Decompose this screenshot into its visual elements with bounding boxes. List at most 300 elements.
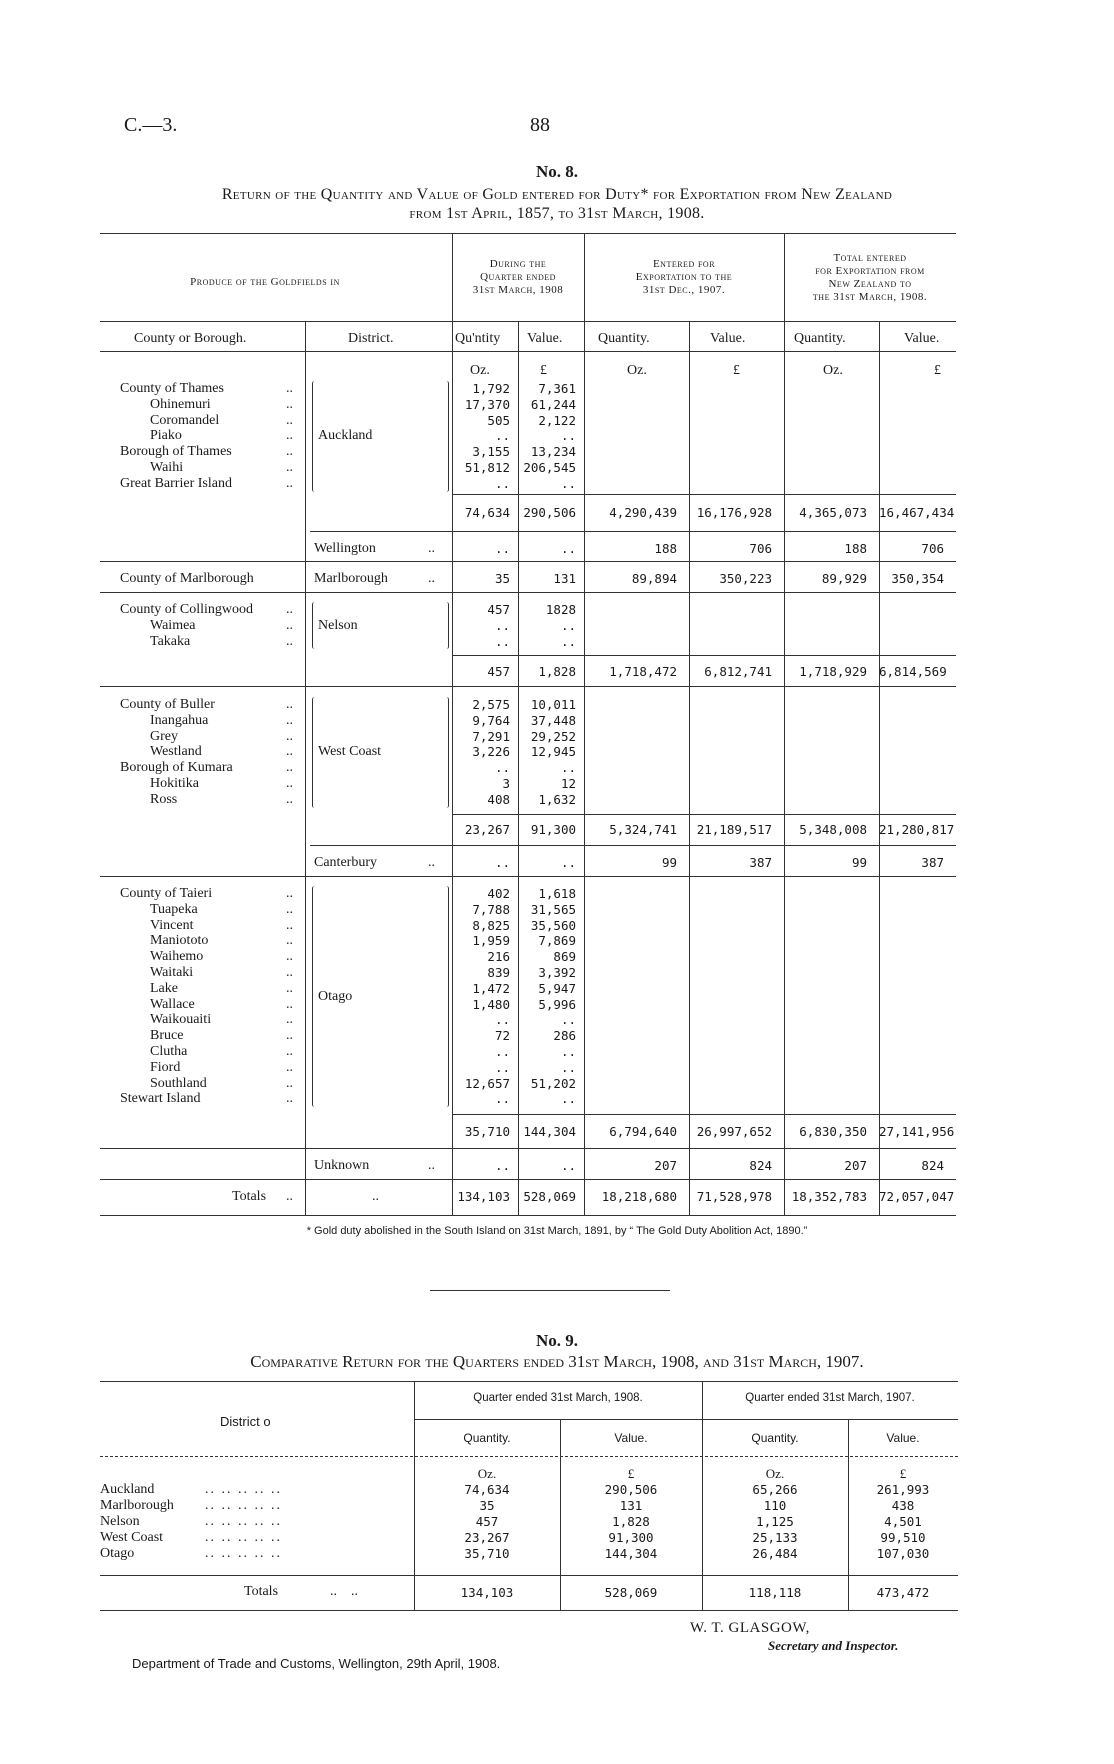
col-quantity: Quantity.: [794, 331, 846, 346]
table9-number: No. 9.: [535, 1331, 579, 1350]
leader-dots: ..: [286, 1012, 293, 1028]
rule: [100, 686, 956, 687]
quarter-qty: 1,792: [472, 381, 510, 396]
signature-name: W. T. GLASGOW,: [690, 1620, 810, 1636]
leader-dots: .. .. .. .. ..: [205, 1482, 282, 1497]
rule: [452, 1114, 956, 1115]
rule: [100, 876, 956, 877]
subtotal-cell: 207: [844, 1158, 867, 1173]
rule: [100, 561, 956, 562]
subtotal-cell: 4,290,439: [609, 505, 677, 520]
leader-dots: ..: [286, 949, 293, 965]
quarter-val: ..: [560, 1091, 576, 1107]
table9-title: Comparative Return for the Quarters ended 31st March, 1908, and 31st March, 1907.: [250, 1352, 864, 1371]
quarter-val: 51,202: [530, 1075, 576, 1091]
leader-dots: ..: [286, 996, 293, 1012]
rule: [879, 321, 880, 1215]
subtotal-cell: 188: [654, 541, 677, 556]
rule: [305, 321, 306, 1215]
quarter-qty: 839: [487, 965, 510, 980]
col-value: Value.: [904, 331, 940, 346]
leader-dots: ..: [286, 381, 293, 396]
t9-total-q07: 118,118: [748, 1585, 802, 1600]
table8-number: No. 8.: [535, 162, 579, 181]
quarter-val: 29,252: [530, 728, 576, 744]
subtotal-qty: 457: [487, 664, 510, 679]
t9-q08: 23,267: [464, 1530, 510, 1545]
t9-district: Auckland: [100, 1482, 155, 1497]
t9-v07: 261,993: [876, 1482, 930, 1497]
rule: [100, 1381, 958, 1382]
unit-pound: £: [540, 363, 547, 378]
subtotal-cell: 21,280,817: [879, 822, 955, 837]
subtotal-cell: 99: [851, 855, 867, 870]
subtotal-qty: 35,710: [464, 1124, 510, 1139]
quarter-val: 286: [553, 1028, 576, 1044]
t9-v07: 438: [891, 1498, 915, 1513]
leader-dots: ..: [286, 901, 293, 917]
subtotal-cell: 5,324,741: [609, 822, 677, 837]
quarter-qty: 7,291: [472, 728, 510, 744]
quarter-qty: 3,155: [472, 444, 510, 460]
quarter-val: ..: [560, 760, 576, 776]
subtotal-cell: 26,997,652: [696, 1124, 772, 1139]
quarter-val: 13,234: [530, 444, 576, 460]
district-name: Marlborough: [314, 571, 388, 586]
t9-district: Otago: [100, 1546, 135, 1561]
subtotal-cell: 6,812,741: [704, 664, 772, 679]
leader-dots: .. .. .. .. ..: [205, 1498, 282, 1513]
t9-v07: 4,501: [884, 1514, 922, 1529]
county-name: Stewart Island: [120, 1091, 201, 1107]
leader-dots: ..: [286, 412, 293, 428]
leader-dots: ..: [428, 541, 435, 556]
subtotal-cell: 16,467,434: [879, 505, 955, 520]
quarter-val: ..: [560, 1059, 576, 1075]
subtotal-cell: 71,528,978: [696, 1189, 772, 1204]
rule: [310, 531, 956, 532]
t9-v08: 144,304: [604, 1546, 658, 1561]
page-number: 88: [530, 114, 550, 136]
subtotal-cell: 99: [661, 855, 677, 870]
quarter-qty: 3,226: [472, 744, 510, 760]
subtotal-qty: ..: [494, 541, 510, 556]
quarter-qty: 2,575: [472, 697, 510, 712]
subtotal-cell: 6,830,350: [799, 1124, 867, 1139]
bracket: [444, 381, 449, 492]
subtotal-cell: 387: [921, 855, 944, 870]
county-name: Grey: [150, 728, 178, 744]
subtotal-val: ..: [560, 1158, 576, 1173]
leader-dots: ..: [286, 933, 293, 949]
unit-pound: £: [934, 363, 941, 378]
rule: [100, 233, 956, 234]
quarter-qty: ..: [494, 617, 510, 633]
t9-col-quantity: Quantity.: [751, 1431, 799, 1445]
county-name: Vincent: [150, 917, 194, 933]
leader-dots: .. .. .. .. ..: [205, 1530, 282, 1545]
t9-col-value: Value.: [886, 1431, 920, 1445]
bracket: [444, 697, 449, 808]
county-name: Borough of Thames: [120, 444, 232, 460]
quarter-val: 61,244: [530, 396, 576, 412]
head-quarter: During the Quarter ended 31st March, 1908: [472, 258, 564, 296]
district-name: Nelson: [318, 617, 358, 633]
county-name: Wallace: [150, 996, 195, 1012]
district-name: West Coast: [318, 744, 382, 760]
subtotal-val: 91,300: [530, 822, 576, 837]
t9-v07: 107,030: [876, 1546, 930, 1561]
subtotal-cell: 824: [921, 1158, 944, 1173]
leader-dots: ..: [286, 460, 293, 475]
leader-dots: ..: [286, 728, 293, 744]
subtotal-qty: 23,267: [464, 822, 510, 837]
t9-q07: 25,133: [752, 1530, 798, 1545]
quarter-qty: 1,959: [472, 933, 510, 949]
t9-v08: 91,300: [608, 1530, 654, 1545]
county-name: County of Thames: [120, 381, 224, 396]
subtotal-qty: ..: [494, 1158, 510, 1173]
col-qty: Qu'ntity: [455, 331, 501, 346]
quarter-val: ..: [560, 617, 576, 633]
t9-head-1907: Quarter ended 31st March, 1907.: [745, 1392, 915, 1404]
table8-title-line2: from 1st April, 1857, to 31st March, 1908.: [409, 205, 705, 222]
leader-dots: ..: [286, 1028, 293, 1044]
t9-district: Marlborough: [100, 1498, 174, 1513]
t9-v08: 1,828: [612, 1514, 650, 1529]
county-name: Waihi: [150, 460, 184, 475]
subtotal-val: 528,069: [523, 1189, 576, 1204]
rule: [100, 1575, 958, 1576]
bracket: [312, 602, 317, 649]
quarter-val: 37,448: [530, 712, 576, 728]
quarter-qty: 505: [487, 412, 510, 428]
t9-v07: 99,510: [880, 1530, 926, 1545]
quarter-qty: ..: [494, 760, 510, 776]
bracket: [444, 602, 449, 649]
quarter-val: 10,011: [530, 697, 576, 712]
quarter-val: 31,565: [530, 901, 576, 917]
quarter-qty: 3: [502, 776, 510, 791]
head-entered: Entered for Exportation to the 31st Dec., 1907.: [635, 258, 733, 296]
quarter-val: 1,618: [538, 886, 576, 901]
subtotal-val: 131: [553, 571, 576, 586]
subtotal-val: 144,304: [523, 1124, 576, 1139]
district-name: Canterbury: [314, 855, 377, 870]
quarter-qty: 72: [494, 1028, 510, 1044]
t9-total-v08: 528,069: [604, 1585, 658, 1600]
rule: [452, 494, 956, 495]
t9-unit-pound: £: [899, 1466, 907, 1481]
subtotal-cell: 350,354: [891, 571, 944, 586]
page-code: C.—3.: [124, 114, 178, 136]
county-name: Takaka: [150, 633, 191, 649]
rule: [100, 321, 956, 322]
county-name: Clutha: [150, 1044, 188, 1059]
quarter-qty: 9,764: [472, 712, 510, 728]
t9-unit-oz: Oz.: [477, 1466, 497, 1481]
quarter-val: 7,361: [538, 381, 576, 396]
quarter-qty: 8,825: [472, 917, 510, 933]
quarter-val: 1,632: [538, 791, 576, 807]
t9-district: West Coast: [100, 1530, 164, 1545]
district-name: Unknown: [314, 1158, 370, 1173]
rule: [584, 233, 585, 1215]
quarter-qty: 216: [487, 949, 510, 965]
quarter-qty: 457: [487, 602, 510, 617]
unit-oz: Oz.: [627, 363, 647, 378]
leader-dots: .. .. .. .. ..: [205, 1514, 282, 1529]
subtotal-qty: 134,103: [457, 1189, 510, 1204]
unit-oz: Oz.: [823, 363, 843, 378]
subtotal-cell: 4,365,073: [799, 505, 867, 520]
subtotal-cell: 18,352,783: [791, 1189, 867, 1204]
quarter-val: 5,947: [538, 980, 576, 996]
quarter-val: 869: [553, 949, 576, 965]
leader-dots: ..: [286, 886, 293, 901]
leader-dots: ..: [286, 1044, 293, 1059]
unit-oz: Oz.: [470, 363, 490, 378]
quarter-val: 5,996: [538, 996, 576, 1012]
dateline: Department of Trade and Customs, Wellington, 29th April, 1908.: [132, 1656, 501, 1671]
leader-dots: ..: [428, 855, 435, 870]
quarter-val: 1828: [545, 602, 576, 617]
t9-district: Nelson: [100, 1514, 140, 1529]
subtotal-val: 290,506: [523, 505, 576, 520]
leader-dots: ..: [286, 396, 293, 412]
quarter-qty: 1,472: [472, 980, 510, 996]
leader-dots: .. .. .. .. ..: [205, 1546, 282, 1561]
quarter-val: ..: [560, 475, 576, 491]
leader-dots: ..: [286, 444, 293, 460]
subtotal-cell: 1,718,472: [609, 664, 677, 679]
leader-dots: ..: [286, 760, 293, 776]
t9-head-1908: Quarter ended 31st March, 1908.: [473, 1392, 643, 1404]
subtotal-qty: 35: [494, 571, 510, 586]
subtotal-cell: 706: [749, 541, 772, 556]
t9-totals-label: Totals: [244, 1584, 279, 1599]
subtotal-cell: 6,794,640: [609, 1124, 677, 1139]
county-name: Tuapeka: [150, 901, 198, 917]
quarter-val: ..: [560, 1044, 576, 1059]
head-total: Total entered for Exportation from New Zealand to the 31st March, 1908.: [812, 252, 928, 303]
quarter-val: 206,545: [523, 460, 576, 475]
quarter-val: ..: [560, 633, 576, 649]
leader-dots: .. ..: [330, 1584, 358, 1599]
rule: [414, 1419, 958, 1420]
col-value: Value.: [527, 331, 563, 346]
subtotal-cell: 27,141,956: [879, 1124, 955, 1139]
county-name: Ross: [150, 791, 178, 807]
quarter-qty: 402: [487, 886, 510, 901]
leader-dots: ..: [286, 712, 293, 728]
county-name: Waimea: [150, 617, 196, 633]
subtotal-cell: 387: [749, 855, 772, 870]
separator: [430, 1290, 670, 1291]
signature-title: Secretary and Inspector.: [768, 1638, 899, 1653]
t9-v08: 290,506: [604, 1482, 658, 1497]
leader-dots: ..: [286, 980, 293, 996]
rule: [310, 845, 956, 846]
quarter-qty: ..: [494, 633, 510, 649]
subtotal-cell: 18,218,680: [601, 1189, 677, 1204]
t9-q07: 26,484: [752, 1546, 798, 1561]
rule: [100, 592, 956, 593]
table8-title-line1: Return of the Quantity and Value of Gold entered for Duty* for Exportation from New Zealand: [221, 186, 893, 203]
quarter-val: 3,392: [538, 965, 576, 980]
bracket: [312, 697, 317, 808]
leader-dots: ..: [286, 791, 293, 807]
county-name: County of Taieri: [120, 886, 213, 901]
leader-dots: ..: [286, 428, 293, 444]
subtotal-qty: 74,634: [464, 505, 510, 520]
t9-q07: 1,125: [756, 1514, 794, 1529]
rule: [452, 655, 956, 656]
subtotal-cell: 706: [921, 541, 944, 556]
quarter-val: 35,560: [530, 917, 576, 933]
t9-total-q08: 134,103: [460, 1585, 514, 1600]
county-name: Great Barrier Island: [120, 475, 232, 491]
rule: [100, 351, 956, 352]
subtotal-cell: 72,057,047: [879, 1189, 955, 1204]
quarter-qty: ..: [494, 1059, 510, 1075]
quarter-qty: 17,370: [464, 396, 510, 412]
leader-dots: ..: [286, 633, 293, 649]
leader-dots: ..: [286, 1075, 293, 1091]
rule: [452, 814, 956, 815]
county-name: Maniototo: [150, 933, 209, 949]
quarter-val: ..: [560, 1012, 576, 1028]
quarter-qty: ..: [494, 428, 510, 444]
leader-dots: ..: [286, 776, 293, 791]
t9-unit-oz: Oz.: [765, 1466, 785, 1481]
leader-dots: ..: [372, 1189, 379, 1204]
county-name: Fiord: [150, 1059, 181, 1075]
quarter-qty: ..: [494, 1012, 510, 1028]
county-name: Coromandel: [150, 412, 220, 428]
rule: [100, 1610, 958, 1611]
county-name: County of Marlborough: [120, 571, 254, 586]
rule: [784, 233, 785, 1215]
subtotal-cell: 207: [654, 1158, 677, 1173]
county-name: County of Buller: [120, 697, 215, 712]
leader-dots: ..: [428, 571, 435, 586]
leader-dots: ..: [286, 475, 293, 491]
subtotal-val: 1,828: [538, 664, 576, 679]
t9-unit-pound: £: [627, 1466, 635, 1481]
quarter-val: 12: [560, 776, 576, 791]
quarter-val: ..: [560, 428, 576, 444]
col-county: County or Borough.: [134, 331, 247, 346]
subtotal-val: ..: [560, 541, 576, 556]
leader-dots: ..: [286, 1091, 293, 1107]
quarter-qty: 1,480: [472, 996, 510, 1012]
county-name: Bruce: [150, 1028, 184, 1044]
t9-head-district: District o: [220, 1414, 271, 1429]
rule: [100, 1179, 956, 1180]
leader-dots: ..: [286, 602, 293, 617]
leader-dots: ..: [286, 617, 293, 633]
bracket: [312, 886, 317, 1107]
col-value: Value.: [710, 331, 746, 346]
quarter-qty: 408: [487, 791, 510, 807]
county-name: Westland: [150, 744, 202, 760]
leader-dots: ..: [286, 1059, 293, 1075]
totals-label: Totals: [232, 1189, 267, 1204]
county-name: Lake: [150, 980, 178, 996]
t9-q07: 65,266: [752, 1482, 798, 1497]
t9-q08: 35: [479, 1498, 495, 1513]
quarter-qty: 51,812: [464, 460, 510, 475]
county-name: Waihemo: [150, 949, 204, 965]
quarter-val: 7,869: [538, 933, 576, 949]
col-quantity: Quantity.: [598, 331, 650, 346]
unit-pound: £: [733, 363, 740, 378]
leader-dots: ..: [428, 1158, 435, 1173]
district-name: Otago: [318, 988, 353, 1004]
t9-v08: 131: [619, 1498, 643, 1513]
district-name: Auckland: [318, 428, 373, 444]
leader-dots: ..: [286, 744, 293, 760]
quarter-qty: 7,788: [472, 901, 510, 917]
quarter-qty: ..: [494, 475, 510, 491]
subtotal-cell: 89,894: [631, 571, 677, 586]
leader-dots: ..: [286, 697, 293, 712]
subtotal-cell: 89,929: [821, 571, 867, 586]
footnote: * Gold duty abolished in the South Island on 31st March, 1891, by “ The Gold Duty Abolition Act, 1890.”: [306, 1225, 808, 1237]
county-name: County of Collingwood: [120, 602, 254, 617]
bracket: [312, 381, 317, 492]
subtotal-cell: 188: [844, 541, 867, 556]
subtotal-val: ..: [560, 855, 576, 870]
subtotal-cell: 1,718,929: [799, 664, 867, 679]
subtotal-cell: 824: [749, 1158, 772, 1173]
quarter-val: 2,122: [538, 412, 576, 428]
rule: [100, 1148, 956, 1149]
county-name: Ohinemuri: [150, 396, 211, 412]
t9-col-quantity: Quantity.: [463, 1431, 511, 1445]
county-name: Inangahua: [150, 712, 209, 728]
t9-q07: 110: [763, 1498, 787, 1513]
t9-q08: 74,634: [464, 1482, 510, 1497]
subtotal-cell: 350,223: [719, 571, 772, 586]
subtotal-cell: 5,348,008: [799, 822, 867, 837]
bracket: [444, 886, 449, 1107]
quarter-qty: ..: [494, 1091, 510, 1107]
county-name: Waitaki: [150, 965, 194, 980]
county-name: Waikouaiti: [150, 1012, 212, 1028]
subtotal-qty: ..: [494, 855, 510, 870]
county-name: Southland: [150, 1075, 207, 1091]
county-name: Piako: [150, 428, 182, 444]
county-name: Hokitika: [150, 776, 199, 791]
district-name: Wellington: [314, 541, 376, 556]
subtotal-cell: 21,189,517: [696, 822, 772, 837]
quarter-qty: ..: [494, 1044, 510, 1059]
quarter-val: 12,945: [530, 744, 576, 760]
rule: [689, 321, 690, 1215]
rule: [100, 1215, 956, 1216]
t9-col-value: Value.: [614, 1431, 648, 1445]
leader-dots: ..: [286, 917, 293, 933]
county-name: Borough of Kumara: [120, 760, 233, 776]
leader-dots: ..: [286, 1189, 293, 1204]
subtotal-cell: 6,814,569: [879, 664, 947, 679]
col-district: District.: [348, 331, 394, 346]
t9-q08: 457: [475, 1514, 499, 1529]
rule: [100, 1456, 958, 1457]
t9-q08: 35,710: [464, 1546, 510, 1561]
